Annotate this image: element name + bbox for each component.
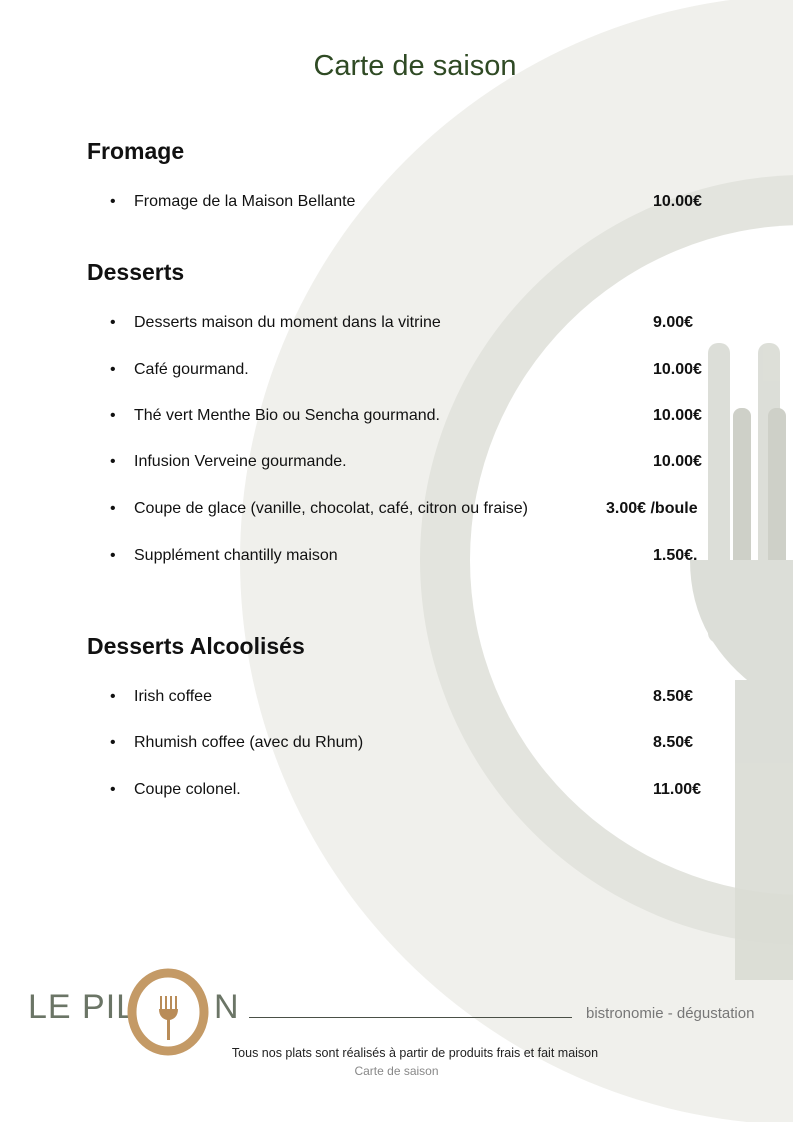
bullet-icon: • (110, 688, 116, 705)
item-label: Rhumish coffee (avec du Rhum) (134, 734, 364, 751)
item-label: Desserts maison du moment dans la vitrine (134, 314, 441, 331)
section-heading-fromage: Fromage (87, 138, 185, 164)
item-label: Infusion Verveine gourmande. (134, 453, 347, 470)
item-price: 3.00€ /boule (606, 500, 698, 517)
logo-text-left: LE PIL (28, 988, 137, 1026)
item-price: 1.50€. (653, 547, 698, 564)
footer-rule (249, 1017, 572, 1018)
fork-ring-icon (126, 968, 210, 1056)
item-price: 8.50€ (653, 688, 694, 705)
item-price: 10.00€ (653, 407, 702, 424)
menu-item (110, 314, 710, 336)
menu-item (110, 193, 710, 215)
item-label: Thé vert Menthe Bio ou Sencha gourmand. (134, 407, 440, 424)
bullet-icon: • (110, 193, 116, 210)
item-price: 10.00€ (653, 361, 702, 378)
menu-item (110, 688, 710, 710)
bullet-icon: • (110, 407, 116, 424)
page-title: Carte de saison (313, 50, 517, 82)
item-price: 10.00€ (653, 453, 702, 470)
bullet-icon: • (110, 734, 116, 751)
bullet-icon: • (110, 547, 116, 564)
item-label: Coupe de glace (vanille, chocolat, café, citron ou fraise) (134, 500, 528, 517)
footer-subnote: Carte de saison (354, 1064, 439, 1078)
bullet-icon: • (110, 500, 116, 517)
menu-item (110, 407, 710, 429)
bullet-icon: • (110, 314, 116, 331)
section-heading-desserts: Desserts (87, 259, 185, 285)
le-pilon-logo (28, 968, 258, 1058)
menu-item (110, 781, 710, 803)
logo-text-right: N (214, 988, 240, 1026)
bullet-icon: • (110, 781, 116, 798)
item-price: 10.00€ (653, 193, 702, 210)
section-heading-desserts-alcoolises: Desserts Alcoolisés (87, 633, 305, 659)
item-label: Irish coffee (134, 688, 212, 705)
menu-item (110, 734, 710, 756)
menu-item (110, 361, 710, 383)
menu-item (110, 547, 710, 569)
menu-item (110, 453, 710, 475)
footer-note: Tous nos plats sont réalisés à partir de produits frais et fait maison (231, 1046, 599, 1060)
item-label: Coupe colonel. (134, 781, 241, 798)
item-price: 8.50€ (653, 734, 694, 751)
item-price: 9.00€ (653, 314, 694, 331)
item-label: Supplément chantilly maison (134, 547, 338, 564)
item-price: 11.00€ (653, 781, 702, 798)
bullet-icon: • (110, 361, 116, 378)
item-label: Café gourmand. (134, 361, 249, 378)
tagline: bistronomie - dégustation (586, 1005, 755, 1022)
menu-item (110, 500, 710, 522)
bullet-icon: • (110, 453, 116, 470)
item-label: Fromage de la Maison Bellante (134, 193, 356, 210)
